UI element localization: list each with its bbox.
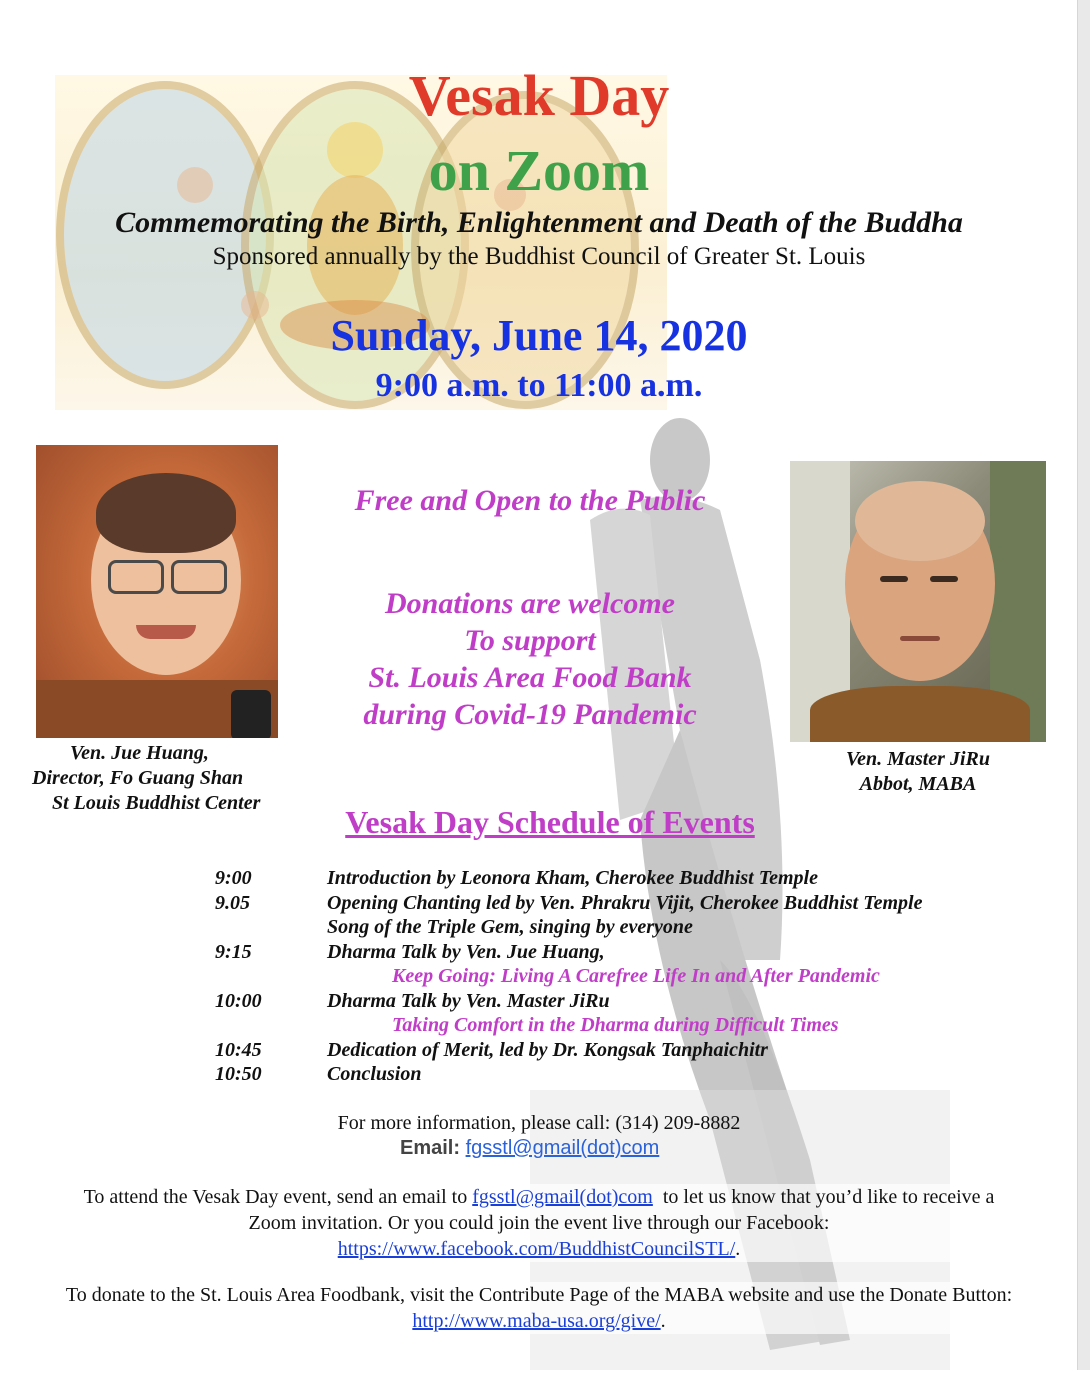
donate-period: . (660, 1310, 666, 1332)
schedule-time: 10:45 (215, 1038, 262, 1061)
sponsor-line: Sponsored annually by the Buddhist Council of Greater St. Louis (212, 243, 866, 270)
schedule-desc: Dharma Talk by Ven. Jue Huang, (327, 940, 605, 963)
schedule-desc: Dedication of Merit, led by Dr. Kongsak Tanphaichitr (327, 1038, 768, 1061)
attend-email-link[interactable]: fgsstl@gmail(dot)com (472, 1186, 653, 1208)
left-speaker-title: Director, Fo Guang Shan (32, 767, 244, 789)
right-speaker-name: Ven. Master JiRu (846, 748, 990, 770)
ven-master-jiru-photo (790, 461, 1046, 742)
schedule-subtitle-row (215, 964, 1005, 989)
attend-text-2: to let us know that you’d like to receive a Zoom invitation. Or you could join the event live through our Facebook: (248, 1186, 995, 1234)
left-speaker-caption (30, 741, 280, 816)
schedule-list (215, 866, 1005, 1087)
title-line-2: on Zoom (428, 138, 650, 203)
email-line (400, 1135, 659, 1161)
contact-email-link[interactable]: fgsstl@gmail(dot)com (465, 1137, 660, 1159)
schedule-row (215, 989, 1005, 1014)
schedule-time: 9:00 (215, 867, 252, 889)
schedule-row (215, 915, 1005, 940)
attend-text-1: To attend the Vesak Day event, send an email to (83, 1186, 468, 1208)
schedule-heading: Vesak Day Schedule of Events (345, 804, 755, 840)
schedule-desc: Opening Chanting led by Ven. Phrakru Vijit, Cherokee Buddhist Temple (327, 891, 923, 914)
page-edge (1077, 0, 1090, 1370)
donate-text: To donate to the St. Louis Area Foodbank, visit the Contribute Page of the MABA website and use the Donate Button: (65, 1284, 1013, 1306)
free-open-notice: Free and Open to the Public (354, 484, 706, 517)
donation-line: St. Louis Area Food Bank (368, 661, 692, 694)
facebook-link[interactable]: https://www.facebook.com/BuddhistCouncilSTL/ (337, 1238, 736, 1260)
talk-title: Taking Comfort in the Dharma during Difficult Times (392, 1014, 839, 1036)
donate-paragraph (60, 1282, 1018, 1334)
schedule-row (215, 866, 1005, 891)
talk-title: Keep Going: Living A Carefree Life In and After Pandemic (392, 965, 880, 987)
phone-info: For more information, please call: (314) 209-8882 (337, 1112, 741, 1134)
right-speaker-caption (790, 747, 1046, 797)
schedule-time: 10:50 (215, 1063, 262, 1085)
event-time: 9:00 a.m. to 11:00 a.m. (375, 367, 703, 404)
schedule-desc: Song of the Triple Gem, singing by everyone (327, 916, 693, 938)
title-line-1: Vesak Day (408, 63, 670, 128)
schedule-time: 9:15 (215, 940, 252, 963)
ven-jue-huang-photo (36, 445, 278, 738)
attend-paragraph (60, 1184, 1018, 1262)
schedule-row (215, 940, 1005, 965)
subtitle: Commemorating the Birth, Enlightenment and Death of the Buddha (115, 206, 963, 239)
schedule-time: 9.05 (215, 891, 250, 914)
attend-period: . (735, 1238, 741, 1260)
schedule-desc: Dharma Talk by Ven. Master JiRu (327, 989, 610, 1012)
schedule-desc: Conclusion (327, 1063, 422, 1085)
donation-line: during Covid-19 Pandemic (363, 698, 697, 731)
donation-line: To support (464, 624, 596, 657)
maba-give-link[interactable]: http://www.maba-usa.org/give/ (412, 1310, 661, 1332)
schedule-row (215, 1062, 1005, 1087)
left-speaker-org: St Louis Buddhist Center (52, 792, 261, 814)
event-date: Sunday, June 14, 2020 (330, 311, 748, 360)
schedule-row (215, 1038, 1005, 1063)
email-label: Email: (400, 1137, 461, 1159)
left-speaker-name: Ven. Jue Huang, (70, 742, 209, 764)
schedule-time: 10:00 (215, 989, 262, 1012)
schedule-subtitle-row (215, 1013, 1005, 1038)
donation-line: Donations are welcome (385, 587, 675, 620)
donation-notice (290, 585, 770, 733)
right-speaker-title: Abbot, MABA (859, 773, 977, 795)
schedule-desc: Introduction by Leonora Kham, Cherokee Buddhist Temple (327, 867, 818, 889)
schedule-row (215, 891, 1005, 916)
